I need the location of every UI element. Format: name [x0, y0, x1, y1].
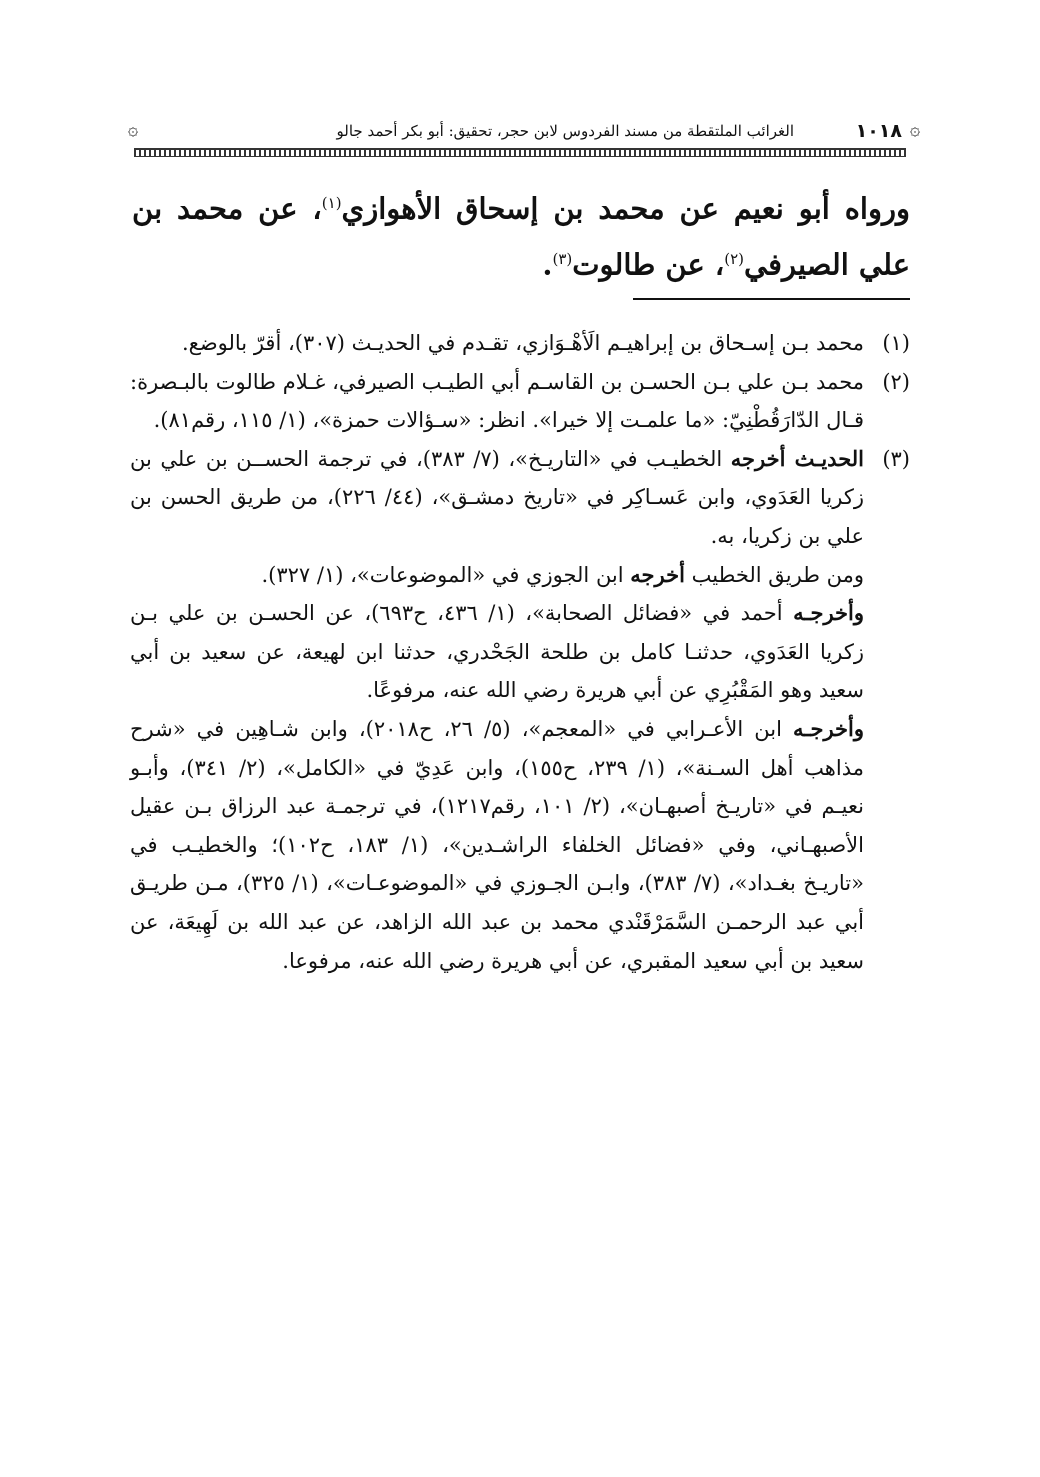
page-number: ١٠١٨ [855, 120, 902, 142]
footnote-paragraph [130, 594, 864, 710]
footnote-ref-3[interactable]: (٣) [552, 249, 573, 268]
para-text: ابن الجوزي في «الموضوعات»، (١/ ٣٢٧). [261, 562, 631, 587]
footnote-ref-2[interactable]: (٢) [724, 249, 744, 268]
footnote-separator [633, 298, 910, 300]
footnotes [130, 324, 910, 980]
footnote-3 [130, 440, 910, 980]
footnote-number: (٢) [882, 369, 910, 394]
footnote-text: محمد بـن إسـحاق بن إبراهيـم الَأهْـوَازي، تقـدم في الحديـث (٣٠٧)، أقرّ بالوضع. [181, 331, 864, 355]
footnote-lead: الحديـث أخرجه [730, 445, 864, 471]
main-text-part: ، عن محمد بن علي الصيرفي [132, 191, 910, 282]
header-rule [134, 148, 906, 157]
para-bold: وأخرجـه [793, 600, 864, 626]
footnote-number: (٣) [882, 446, 910, 471]
footnote-ref-1[interactable]: (١) [321, 194, 342, 212]
footnote-paragraph [130, 710, 864, 980]
footnote-paragraph [130, 556, 864, 595]
page-header [127, 118, 921, 158]
main-text-part: . [542, 247, 553, 282]
main-text [132, 178, 910, 289]
para-text: ابن الأعـرابي في «المعجم»، (٥/ ٢٦، ح٢٠١٨)، وابن شـاهِين في «شرح مذاهب أهل السـنة»، (١/ ٢٣٩، ح١٥٥)، وابن عَدِيّ في «الكامل»، (٢/ ٣٤١)، وأبـو نعيـم في «تاريـخ أصبهـان»، (٢/ ١٠١، رقم١٢١٧)، في ترجمـة عبد الرزاق بـن عقيل الأصبهـاني، وفي «فضائل الخلفاء الراشـدين»، (١/ ١٨٣، ح١٠٢)؛ والخطيـب في «تاريـخ بغـداد»، (٧/ ٣٨٣)، وابـن الجـوزي في «الموضوعـات»، (١/ ٣٢٥)، مـن طريـق أبي عبد الرحمـن السَّمَرْقَنْدي محمد بن عبد الله الزاهد، عن عبد الله بن لَهِيعَة، عن سعيد بن أبي سعيد المقبري، عن أبي هريرة رضي الله عنه، مرفوعا. [130, 716, 864, 973]
ornament-right-icon: ۞ [909, 119, 921, 140]
ornament-left-icon: ۞ [127, 119, 139, 140]
para-bold: أخرجه [630, 561, 685, 587]
para-text: ومن طريق الخطيب [684, 562, 864, 587]
para-text: أحمد في «فضائل الصحابة»، (١/ ٤٣٦، ح٦٩٣)، عن الحسـن بن علي بـن زكريا العَدَوي، حدثنـا كامل بن طلحة الجَحْدري، حدثنا ابن لهيعة، عن سعيد بن أبي سعيد وهو المَقْبُرِي عن أبي هريرة رضي الله عنه، مرفوعًا. [130, 601, 864, 703]
footnote-number: (١) [882, 331, 910, 355]
running-title: الغرائب الملتقطة من مسند الفردوس لابن حجر، تحقيق: أبو بكر أحمد جالو [336, 122, 794, 140]
footnote-1 [130, 324, 910, 363]
main-text-part: ، عن طالوت [572, 247, 725, 282]
footnote-body: الخطيـب في «التاريـخ»، (٧/ ٣٨٣)، في ترجمة الحســن بن علي بن زكريا العَدَوي، وابن عَسـاكِر في «تاريخ دمشـق»، (٤٤/ ٢٢٦)، من طريق الحسن بن علي بن زكريا، به. [130, 446, 864, 548]
footnote-2 [130, 363, 910, 440]
footnote-text: محمد بـن علي بـن الحسـن بن القاسـم أبي الطيـب الصيرفي، غـلام طالوت بالبـصرة: قـال الدّارَقُطْنِيّ: «ما علمـت إلا خيرا». انظر: «سـؤالات حمزة»، (١/ ١١٥، رقم٨١). [130, 369, 864, 433]
main-text-part: ورواه أبو نعيم عن محمد بن إسحاق الأهوازي [341, 191, 910, 226]
footnote-text [130, 440, 864, 980]
para-bold: وأخرجـه [793, 715, 864, 741]
